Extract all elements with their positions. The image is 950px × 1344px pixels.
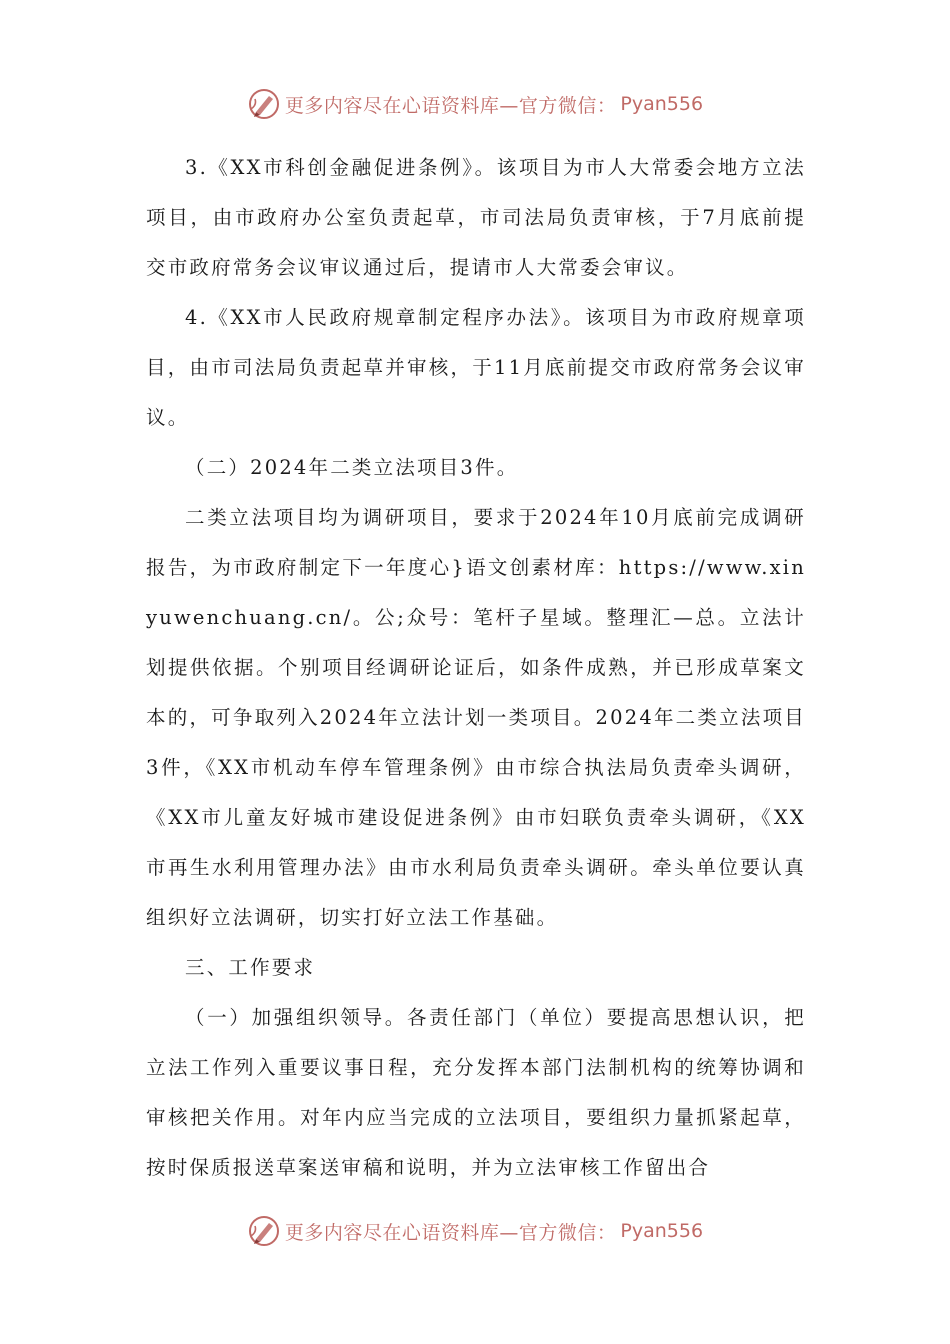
section-heading-work-requirements: 三、工作要求	[185, 956, 316, 979]
watermark-wechat-id: Pyan556	[620, 93, 704, 115]
paragraph-item-4: 4.《XX市人民政府规章制定程序办法》。该项目为市政府规章项目，由市司法局负责起草并审核，于11月底前提交市政府常务会议审议。	[146, 306, 806, 429]
watermark-footer	[0, 1211, 950, 1251]
pen-logo-icon	[247, 1214, 281, 1248]
paragraph-organization-leadership: （一）加强组织领导。各责任部门（单位）要提高思想认识，把立法工作列入重要议事日程，充分发挥本部门法制机构的统筹协调和审核把关作用。对年内应当完成的立法项目，要组织力量抓紧起草，按时保质报送草案送审稿和说明，并为立法审核工作留出合	[146, 1006, 806, 1179]
watermark-text: 更多内容尽在心语资料库—官方微信：	[284, 94, 617, 117]
paragraph-category-two-details: 二类立法项目均为调研项目，要求于2024年10月底前完成调研报告，为市政府制定下一年度心}语文创素材库：https://www.xinyuwenchuang.cn/。公;众号：笔杆子星域。整理汇—总。立法计划提供依据。个别项目经调研论证后，如条件成熟，并已形成草案文本的，可争取列入2024年立法计划一类项目。2024年二类立法项目3件，《XX市机动车停车管理条例》由市综合执法局负责牵头调研，《XX市儿童友好城市建设促进条例》由市妇联负责牵头调研，《XX市再生水利用管理办法》由市水利局负责牵头调研。牵头单位要认真组织好立法调研，切实打好立法工作基础。	[146, 506, 806, 929]
watermark-text: 更多内容尽在心语资料库—官方微信：	[284, 1221, 617, 1244]
section-heading-category-two: （二）2024年二类立法项目3件。	[185, 456, 519, 479]
document-body	[146, 143, 806, 1193]
pen-logo-icon	[247, 87, 281, 121]
watermark-header	[0, 84, 950, 124]
paragraph-item-3: 3.《XX市科创金融促进条例》。该项目为市人大常委会地方立法项目，由市政府办公室负责起草，市司法局负责审核，于7月底前提交市政府常务会议审议通过后，提请市人大常委会审议。	[146, 156, 806, 279]
watermark-wechat-id: Pyan556	[620, 1220, 704, 1242]
